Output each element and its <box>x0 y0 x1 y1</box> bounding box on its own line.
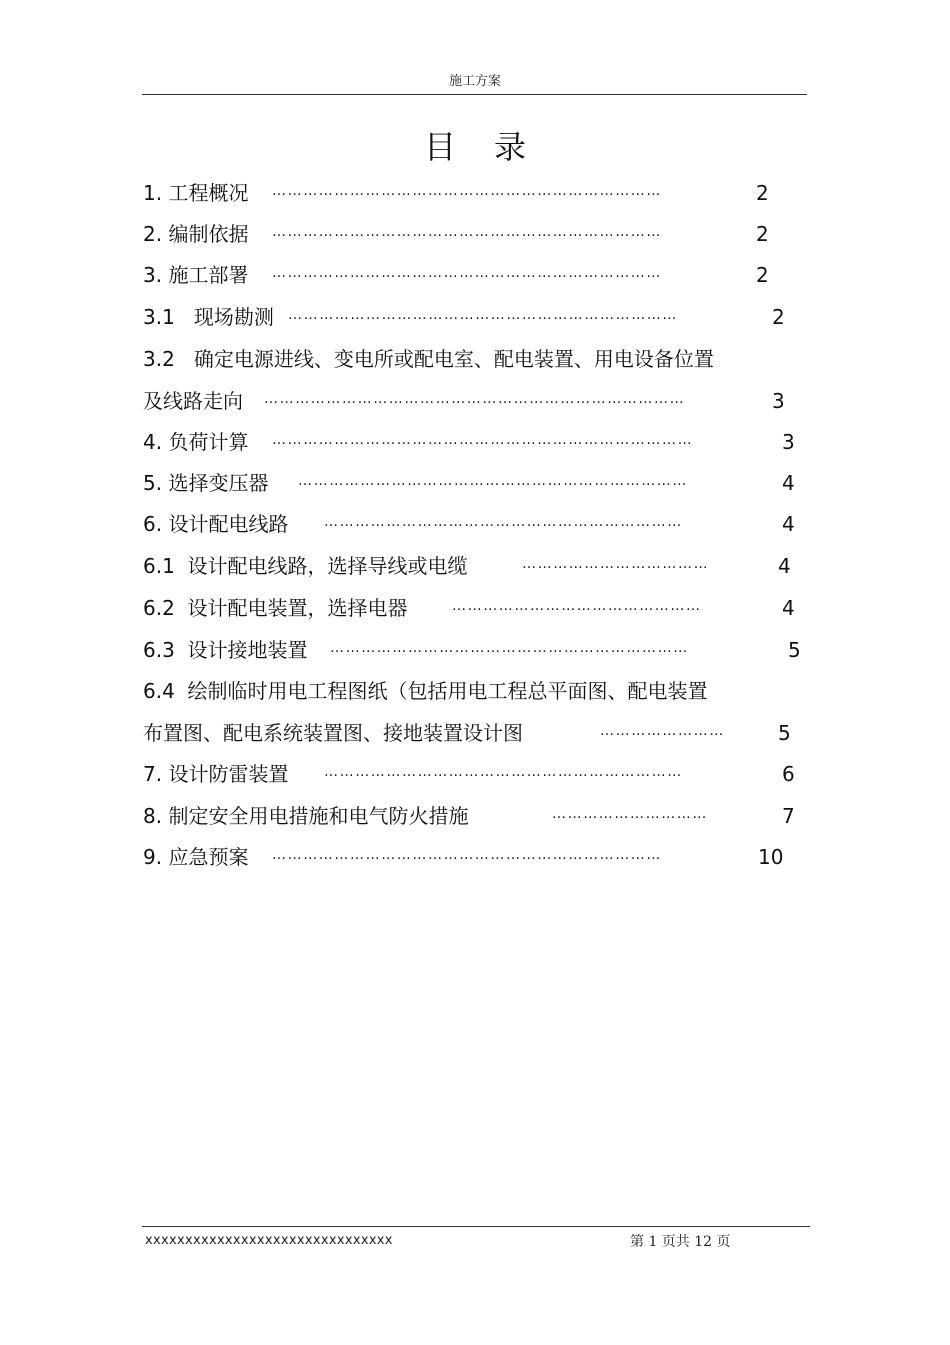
toc-entry-label: 7. 设计防雷装置 <box>143 762 289 786</box>
footer-divider <box>142 1226 810 1227</box>
toc-leader-dots: ………………………………………………………………… <box>272 183 662 199</box>
toc-page-number: 10 <box>758 845 784 869</box>
footer-left-text: xxxxxxxxxxxxxxxxxxxxxxxxxxxxxxx <box>145 1233 393 1248</box>
toc-entry-label: 及线路走向 <box>143 389 243 413</box>
toc-leader-dots: ………………………………………………………………… <box>272 847 662 863</box>
toc-leader-dots: ………………………………………………………………… <box>272 265 662 281</box>
toc-leader-dots: …………………………………………………………… <box>324 764 683 780</box>
toc-leader-dots: …………………… <box>600 723 725 739</box>
toc-entry-label: 2. 编制依据 <box>143 222 249 246</box>
toc-entry-label: 3.1 现场勘测 <box>143 305 274 329</box>
toc-entry-label: 5. 选择变压器 <box>143 471 269 495</box>
toc-page-number: 4 <box>782 471 795 495</box>
toc-page-number: 2 <box>772 305 785 329</box>
toc-page-number: 6 <box>782 762 795 786</box>
toc-leader-dots: ………………………………………………………………… <box>272 224 662 240</box>
toc-leader-dots: ………………………… <box>552 806 708 822</box>
toc-entry-label: 6. 设计配电线路 <box>143 512 289 536</box>
toc-page-number: 3 <box>772 389 785 413</box>
toc-page-number: 5 <box>788 638 801 662</box>
toc-leader-dots: ………………………………………… <box>452 598 702 614</box>
toc-entry-label: 6.3 设计接地装置 <box>143 638 308 662</box>
toc-entry-label: 9. 应急预案 <box>143 845 249 869</box>
toc-leader-dots: …………………………………………………………… <box>324 514 683 530</box>
toc-page-number: 4 <box>782 512 795 536</box>
toc-page-number: 5 <box>778 721 791 745</box>
toc-page-number: 2 <box>756 263 769 287</box>
toc-title: 目录 <box>423 128 564 166</box>
toc-leader-dots: ……………………………… <box>522 556 710 572</box>
toc-entry-label: 8. 制定安全用电措施和电气防火措施 <box>143 804 469 828</box>
toc-leader-dots: ……………………………………………………………………… <box>264 391 686 407</box>
toc-page-number: 3 <box>782 430 795 454</box>
toc-leader-dots: …………………………………………………………… <box>330 640 689 656</box>
toc-page-number: 7 <box>782 804 795 828</box>
toc-entry-label: 1. 工程概况 <box>143 181 249 205</box>
toc-page-number: 2 <box>756 222 769 246</box>
toc-entry-label: 3.2 确定电源进线、变电所或配电室、配电装置、用电设备位置 <box>143 347 714 371</box>
toc-leader-dots: ……………………………………………………………………… <box>272 432 694 448</box>
toc-entry-label: 3. 施工部署 <box>143 263 249 287</box>
toc-leader-dots: ………………………………………………………………… <box>298 473 688 489</box>
toc-page-number: 4 <box>778 554 791 578</box>
toc-page-number: 2 <box>756 181 769 205</box>
toc-page-number: 4 <box>782 596 795 620</box>
toc-entry-label: 布置图、配电系统装置图、接地装置设计图 <box>143 721 523 745</box>
toc-entry-label: 6.4 绘制临时用电工程图纸（包括用电工程总平面图、配电装置 <box>143 679 708 703</box>
toc-leader-dots: ………………………………………………………………… <box>288 307 678 323</box>
toc-entry-label: 4. 负荷计算 <box>143 430 249 454</box>
page-header-title: 施工方案 <box>448 74 501 89</box>
footer-page-info: 第 1 页共 12 页 <box>630 1234 731 1250</box>
toc-entry-label: 6.1 设计配电线路，选择导线或电缆 <box>143 554 468 578</box>
header-divider <box>142 94 807 95</box>
toc-entry-label: 6.2 设计配电装置，选择电器 <box>143 596 408 620</box>
